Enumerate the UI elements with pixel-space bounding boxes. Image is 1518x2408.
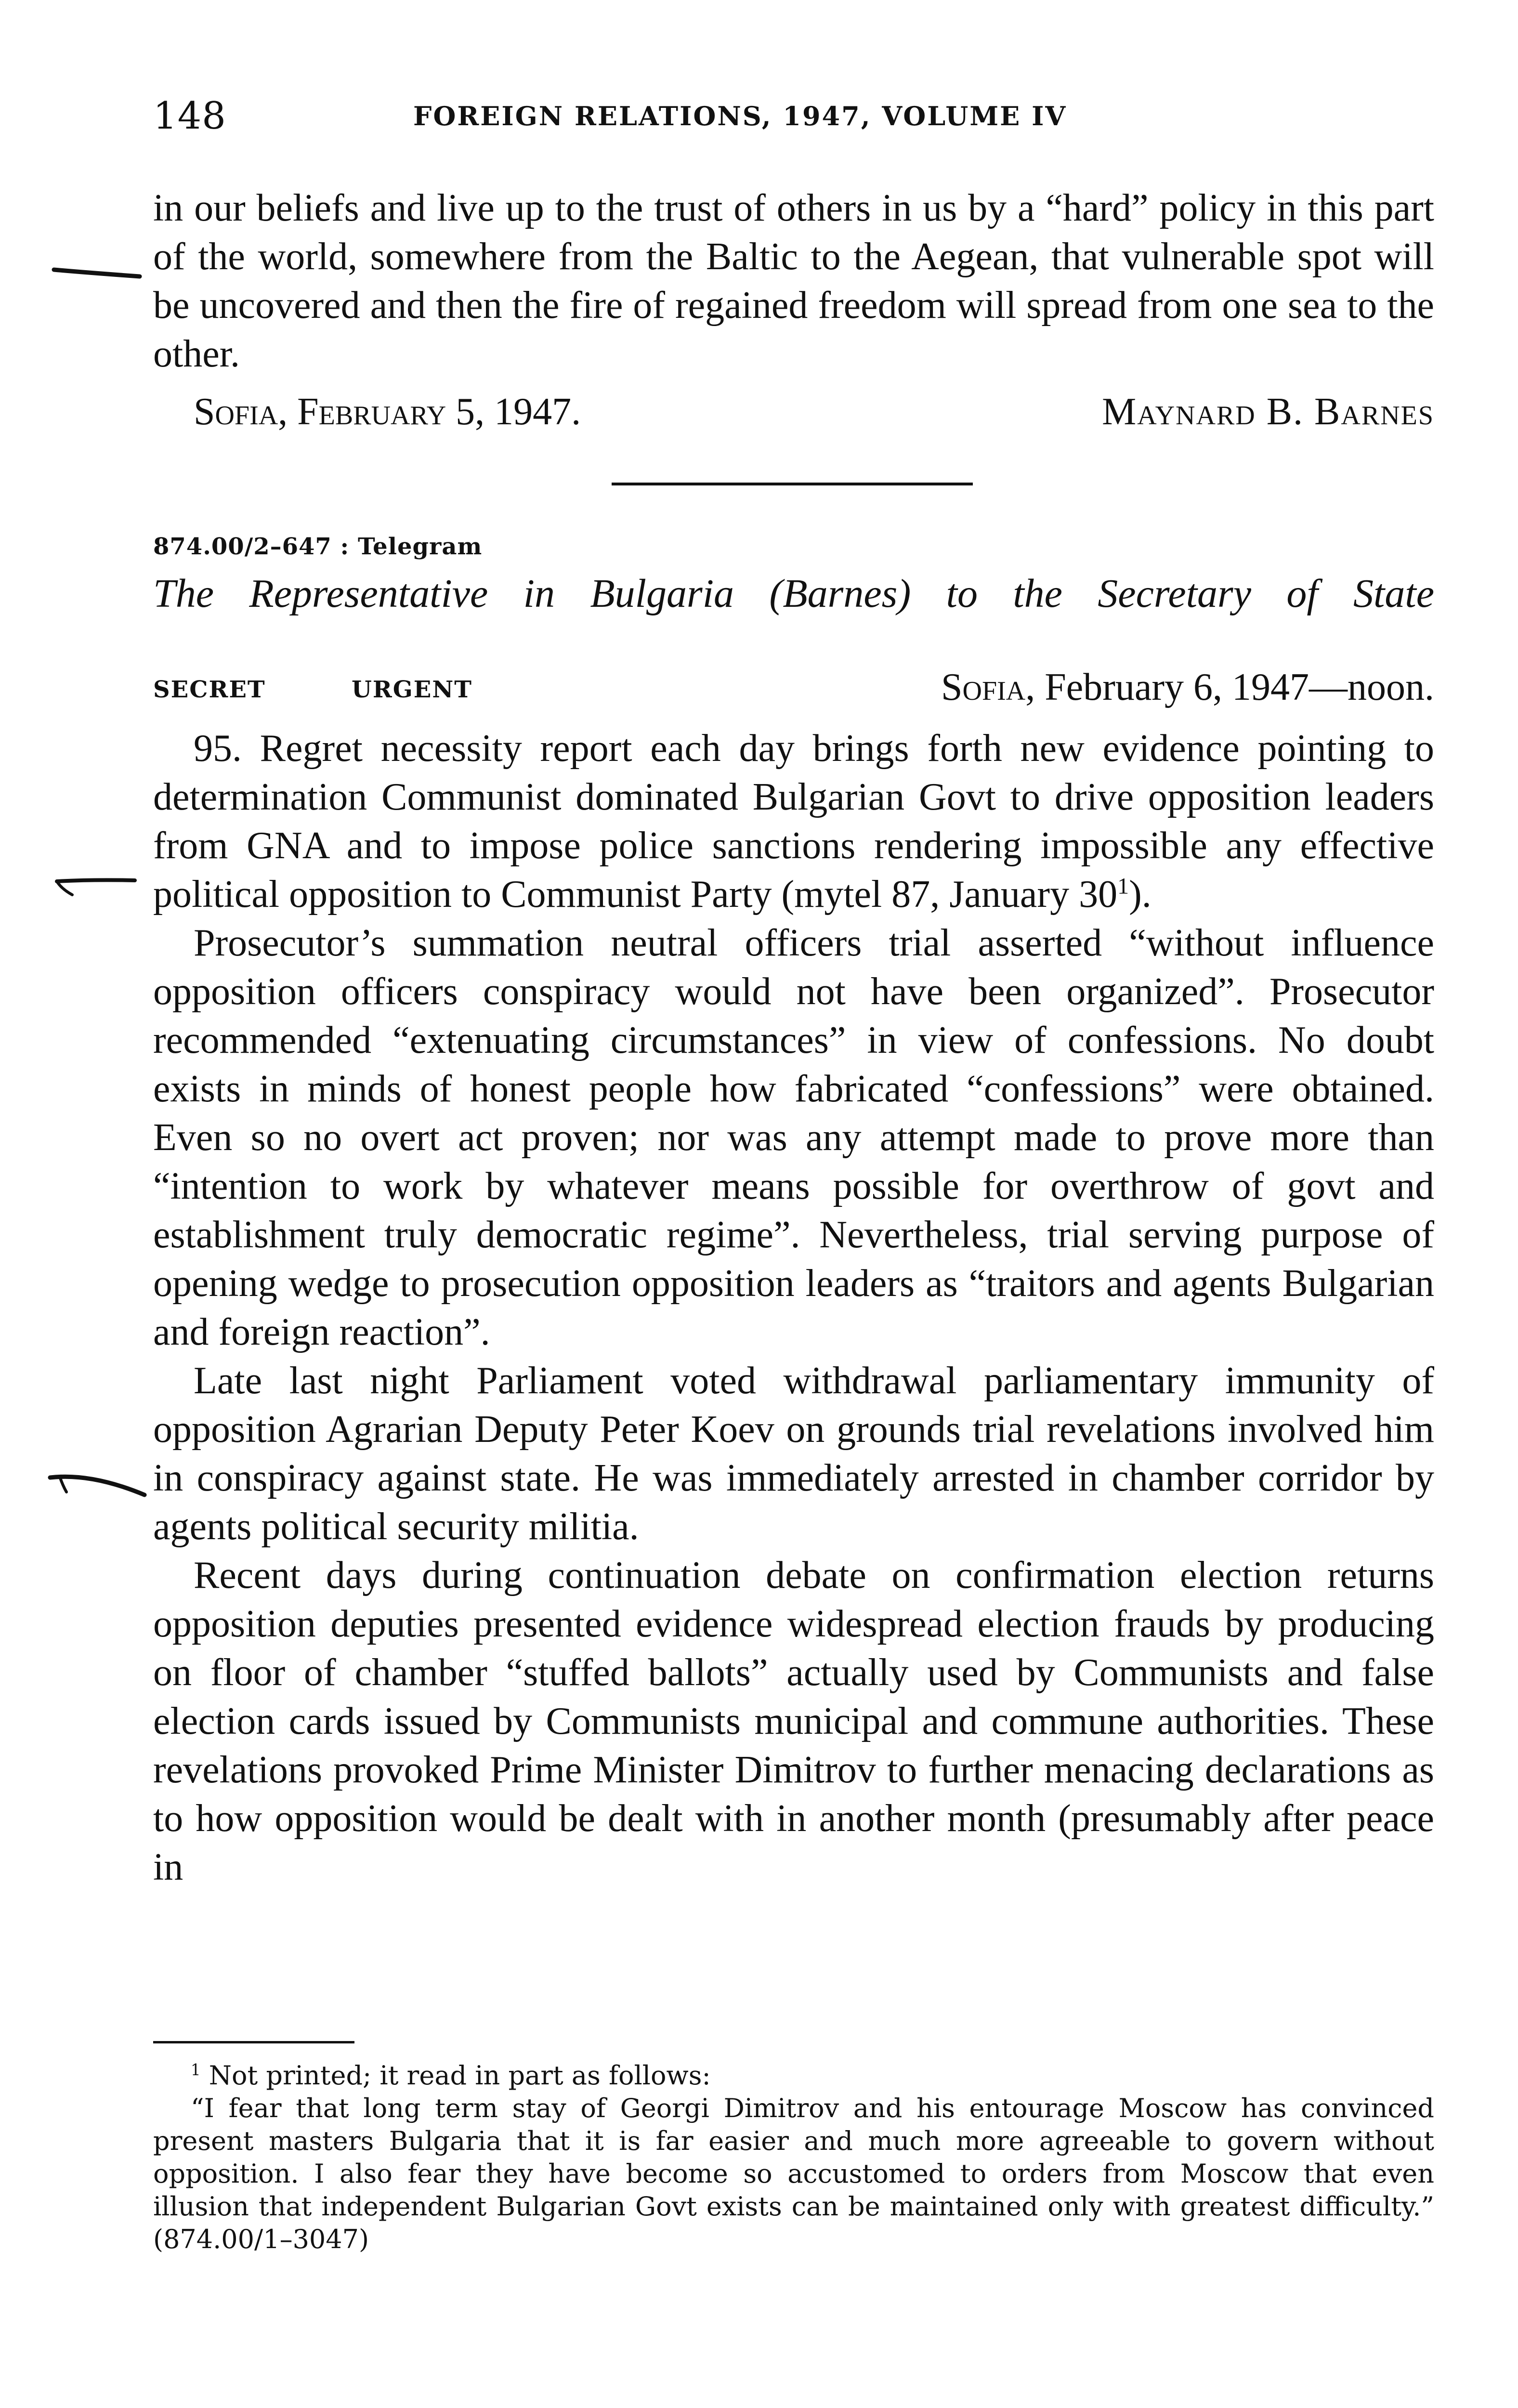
footnote-1-quote: “I fear that long term stay of Georgi Dimitrov and his entourage Moscow has convinced present masters Bulgaria that it is far easier and much more agreeable to govern without opposition. I also fear they have become so accustomed to orders from Moscow that even illusion that independent Bulgarian Govt exists can be maintained only with greatest difficulty.” (874.00/1–3047) (153, 2093, 1434, 2254)
paragraph-1-text: 95. Regret necessity report each day brings forth new evidence pointing to determination Communist dominated Bulgarian Govt to drive opposition leaders from GNA and to impose police sanctions rendering impossible any effective political opposition to Communist Party (mytel 87, January 30 (153, 727, 1434, 916)
telegram-paragraph-3: Late last night Parliament voted withdrawal parliamentary immunity of opposition Agrarian Deputy Peter Koev on grounds trial revelations involved him in conspiracy against state. He was immediately arrested in chamber corridor by agents political security militia. (153, 1360, 1434, 1548)
previous-document-place: Sofia (194, 391, 278, 433)
previous-document-paragraph: in our beliefs and live up to the trust of others in us by a “hard” policy in this part of the world, somewhere from the Baltic to the Aegean, that vulnerable spot will be uncovered and then the fire of regained freedom will spread from one sea to the other. (153, 187, 1434, 375)
margin-mark-2-tick (57, 881, 72, 895)
margin-mark-1 (54, 270, 140, 276)
file-reference: 874.00/2–647 : Telegram (153, 533, 483, 560)
dateline-place: Sofia (941, 666, 1026, 708)
footnote-reference-1: 1 (1117, 873, 1129, 899)
paragraph-1-end: ). (1129, 873, 1152, 916)
footnote-1-intro-text: Not printed; it read in part as follows: (209, 2060, 711, 2091)
dateline-date: , February 6, 1947—noon. (1025, 666, 1434, 708)
margin-mark-2 (57, 880, 135, 881)
telegram-paragraph-2: Prosecutor’s summation neutral officers trial asserted “without influence opposition officers conspiracy would not have been organized”. Prosecutor recommended “extenuating circumstances” in view of confessions. No doubt exists in minds of honest people how fabricated “confessions” were obtained. Even so no overt act proven; nor was any attempt made to prove more than “intention to work by whatever means possible for overthrow of govt and establishment truly democratic regime”. Nevertheless, trial serving purpose of opening wedge to prosecution opposition leaders as “traitors and agents Bulgarian and foreign reaction”. (153, 922, 1434, 1353)
previous-document-date: , February 5, 1947. (278, 391, 581, 433)
classification-urgent: URGENT (352, 676, 472, 703)
previous-document-signature: Maynard B. Barnes (1102, 391, 1434, 433)
classification-secret: SECRET (153, 676, 266, 703)
telegram-paragraph-4: Recent days during continuation debate on confirmation election returns opposition deputies presented evidence widespread election frauds by producing on floor of chamber “stuffed ballots” actually used by Communists and false election cards issued by Communists municipal and commune authorities. These revelations provoked Prime Minister Dimitrov to further menacing declarations as to how opposition would be dealt with in another month (presumably after peace in (153, 1554, 1434, 1888)
document-title: The Representative in Bulgaria (Barnes) to the Secretary of State (153, 571, 1434, 616)
footnote-1-marker: 1 (191, 2061, 201, 2079)
running-head: FOREIGN RELATIONS, 1947, VOLUME IV (413, 101, 1067, 131)
margin-mark-3-tick (60, 1477, 66, 1492)
page-number: 148 (153, 94, 226, 138)
